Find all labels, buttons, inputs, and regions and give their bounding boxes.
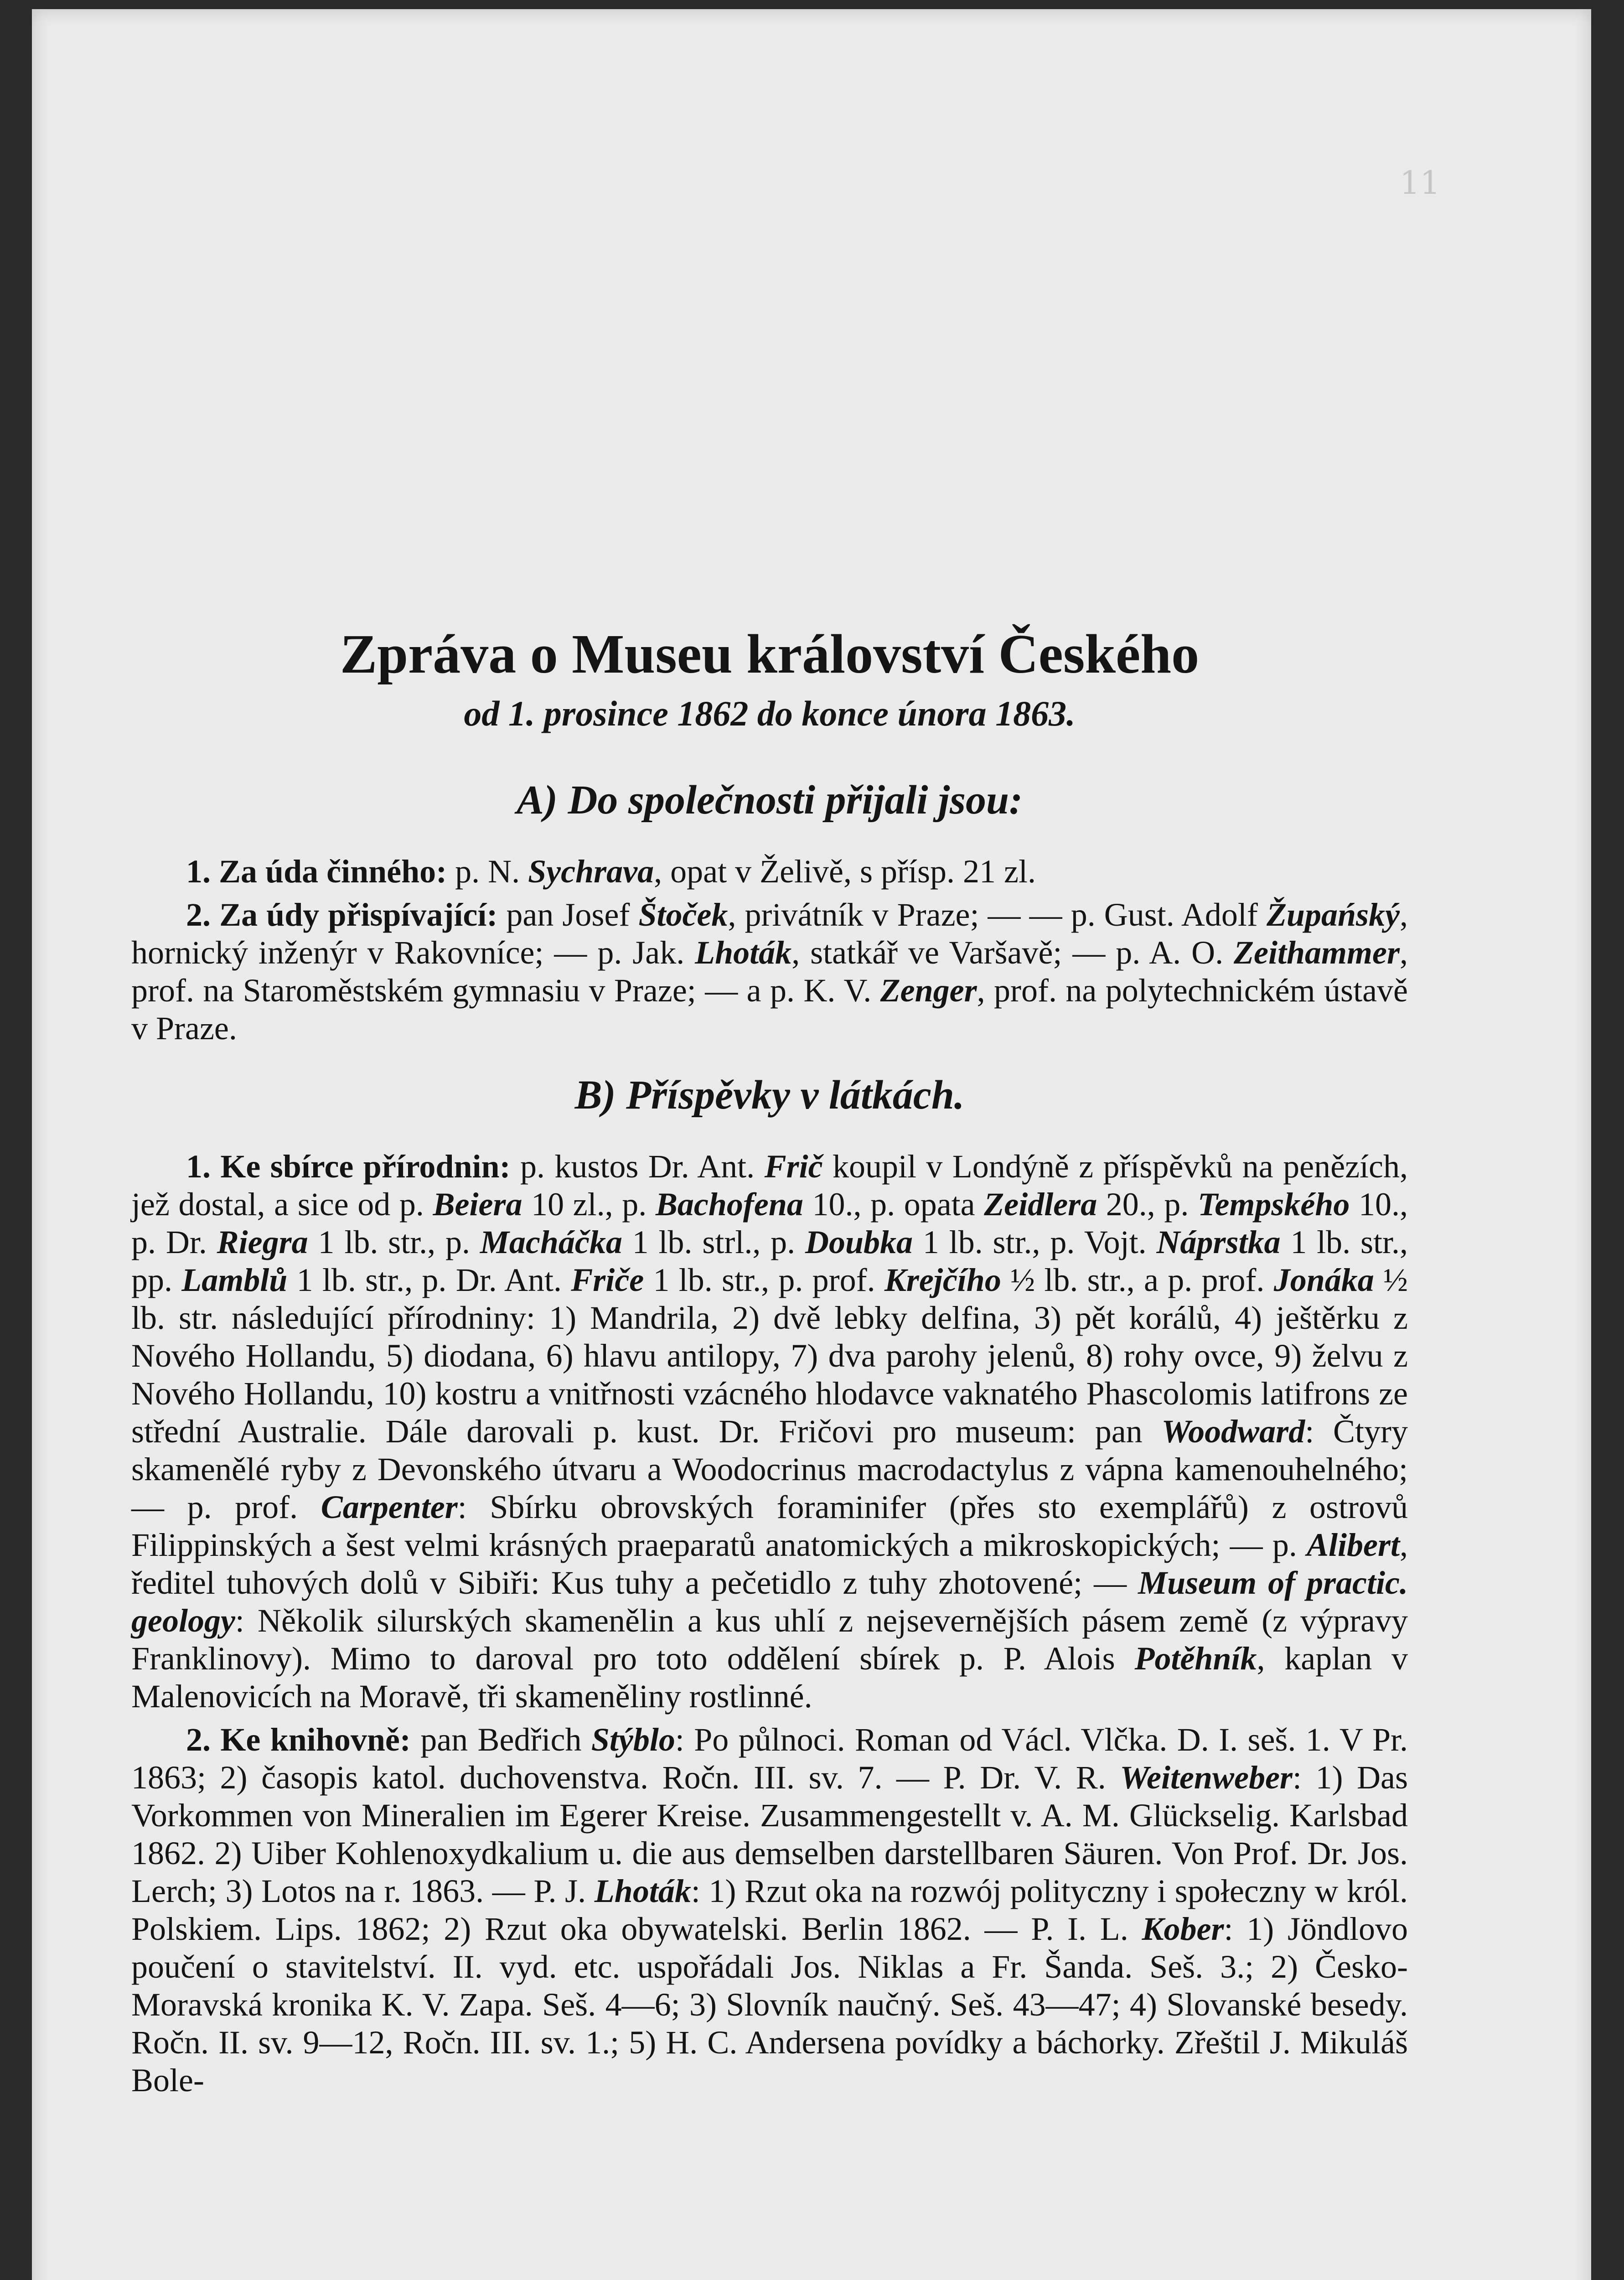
person-name: Štoček [638, 896, 728, 933]
person-name: Beiera [433, 1186, 522, 1223]
person-name: Riegra [217, 1224, 308, 1260]
page-text [131, 620, 1408, 2105]
person-name: Bachofena [655, 1186, 803, 1223]
person-name: Lhoták [695, 934, 792, 971]
person-name: Tempského [1198, 1186, 1350, 1223]
paragraph-lead: 1. Ke sbírce přírodnin: [186, 1148, 511, 1185]
person-name: Sychrava [528, 853, 654, 890]
person-name: Stýblo [591, 1721, 675, 1758]
person-name: Zeidlera [984, 1186, 1097, 1223]
person-name: Doubka [805, 1224, 913, 1260]
section-b-heading: B) Příspěvky v látkách. [574, 1073, 965, 1118]
paragraph-lead: 2. Za údy přispívající: [186, 896, 498, 933]
person-name: Lhoták [594, 1873, 691, 1909]
person-name: Frič [764, 1148, 823, 1185]
institution-name: Museum of practic. geology [131, 1565, 1408, 1639]
paragraph-new-members-contributing: 2. Za údy přispívající: pan Josef Štoček, privátník v Praze; — — p. Gust. Adolf Župańský, hornický inženýr v Rakovníce; — p. Jak. Lhoták, statkář ve Varšavě; — p. A. O. Zeithammer, prof. na Staroměstském gymnasiu v Praze; — a p. K. V. Zenger, prof. na polytechnickém ústavě v Praze. [131, 896, 1408, 1047]
section-a-heading: A) Do společnosti přijali jsou: [516, 777, 1023, 823]
book-page [32, 9, 1591, 2280]
paragraph-library: 2. Ke knihovně: pan Bedřich Stýblo: Po půlnoci. Roman od Václ. Vlčka. D. I. seš. 1. V Pr. 1863; 2) časopis katol. duchovenstva. Ročn. III. sv. 7. — P. Dr. V. R. Weitenweber: 1) Das Vorkommen von Mineralien im Egerer Kreise. Zusammengestellt v. A. M. Glückselig. Karlsbad 1862. 2) Uiber Kohlenoxydkalium u. die aus demselben darstellbaren Säuren. Von Prof. Dr. Jos. Lerch; 3) Lotos na r. 1863. — P. J. Lhoták: 1) Rzut oka na rozwój polityczny i społeczny w król. Polskiem. Lips. 1862; 2) Rzut oka obywatelski. Berlin 1862. — P. I. L. Kober: 1) Jöndlovo poučení o stavitelství. II. vyd. etc. uspořádali Jos. Niklas a Fr. Šanda. Seš. 3.; 2) Česko-Moravská kronika K. V. Zapa. Seš. 4—6; 3) Slovník naučný. Seš. 43—47; 4) Slovanské besedy. Ročn. II. sv. 9—12, Ročn. III. sv. 1.; 5) H. C. Andersena povídky a báchorky. Zřeštil J. Mikuláš Bole- [131, 1721, 1408, 2099]
page-number: 11 [1400, 164, 1441, 202]
person-name: Krejčího [884, 1262, 1001, 1298]
person-name: Alibert [1306, 1527, 1400, 1563]
paragraph-natural-collection: 1. Ke sbírce přírodnin: p. kustos Dr. Ant. Frič koupil v Londýně z příspěvků na penězích, jež dostal, a sice od p. Beiera 10 zl., p. Bachofena 10., p. opata Zeidlera 20., p. Tempského 10., p. Dr. Riegra 1 lb. str., p. Macháčka 1 lb. strl., p. Doubka 1 lb. str., p. Vojt. Náprstka 1 lb. str., pp. Lamblů 1 lb. str., p. Dr. Ant. Friče 1 lb. str., p. prof. Krejčího ½ lb. str., a p. prof. Jonáka ½ lb. str. následující přírodniny: 1) Mandrila, 2) dvě lebky delfina, 3) pět korálů, 4) ještěrku z Nového Hollandu, 5) diodana, 6) hlavu antilopy, 7) dva parohy jelenů, 8) rohy ovce, 9) želvu z Nového Hollandu, 10) kostru a vnitřnosti vzácného hlodavce vaknatého Phascolomis latifrons ze střední Australie. Dále darovali p. kust. Dr. Fričovi pro museum: pan Woodward: Čtyry skamenělé ryby z Devonského útvaru a Woodocrinus macrodactylus z vápna kamenouhelného; — p. prof. Carpenter: Sbírku obrovských foraminifer (přes sto exemplářů) z ostrovů Filippinských a šest velmi krásných praeparatů anatomických a mikroskopických; — p. Alibert, ředitel tuhových dolů v Sibiři: Kus tuhy a pečetidlo z tuhy zhotovené; — Museum of practic. geology: Několik silurských skamenělin a kus uhlí z nejsevernějších pásem země (z výpravy Franklinovy). Mimo to daroval pro toto oddělení sbírek p. P. Alois Potěhník, kaplan v Malenovicích na Moravě, tři skameněliny rostlinné. [131, 1148, 1408, 1715]
person-name: Carpenter [321, 1489, 458, 1525]
person-name: Potěhník [1134, 1640, 1257, 1677]
paragraph-lead: 1. Za úda činného: [186, 853, 447, 890]
page-subtitle: od 1. prosince 1862 do konce února 1863. [464, 694, 1076, 733]
person-name: Jonáka [1273, 1262, 1374, 1298]
person-name: Zenger [880, 972, 977, 1009]
person-name: Weitenweber [1120, 1759, 1293, 1796]
paragraph-lead: 2. Ke knihovně: [186, 1721, 411, 1758]
person-name: Lamblů [181, 1262, 288, 1298]
person-name: Woodward [1161, 1413, 1305, 1450]
person-name: Friče [571, 1262, 644, 1298]
person-name: Kober [1142, 1911, 1224, 1947]
person-name: Náprstka [1156, 1224, 1281, 1260]
person-name: Župańský [1266, 896, 1400, 933]
person-name: Macháčka [480, 1224, 622, 1260]
page-title: Zpráva o Museu království Českého [340, 623, 1200, 685]
paragraph-new-members-active: 1. Za úda činného: p. N. Sychrava, opat v Želivě, s přísp. 21 zl. [186, 853, 1036, 890]
person-name: Zeithammer [1234, 934, 1400, 971]
